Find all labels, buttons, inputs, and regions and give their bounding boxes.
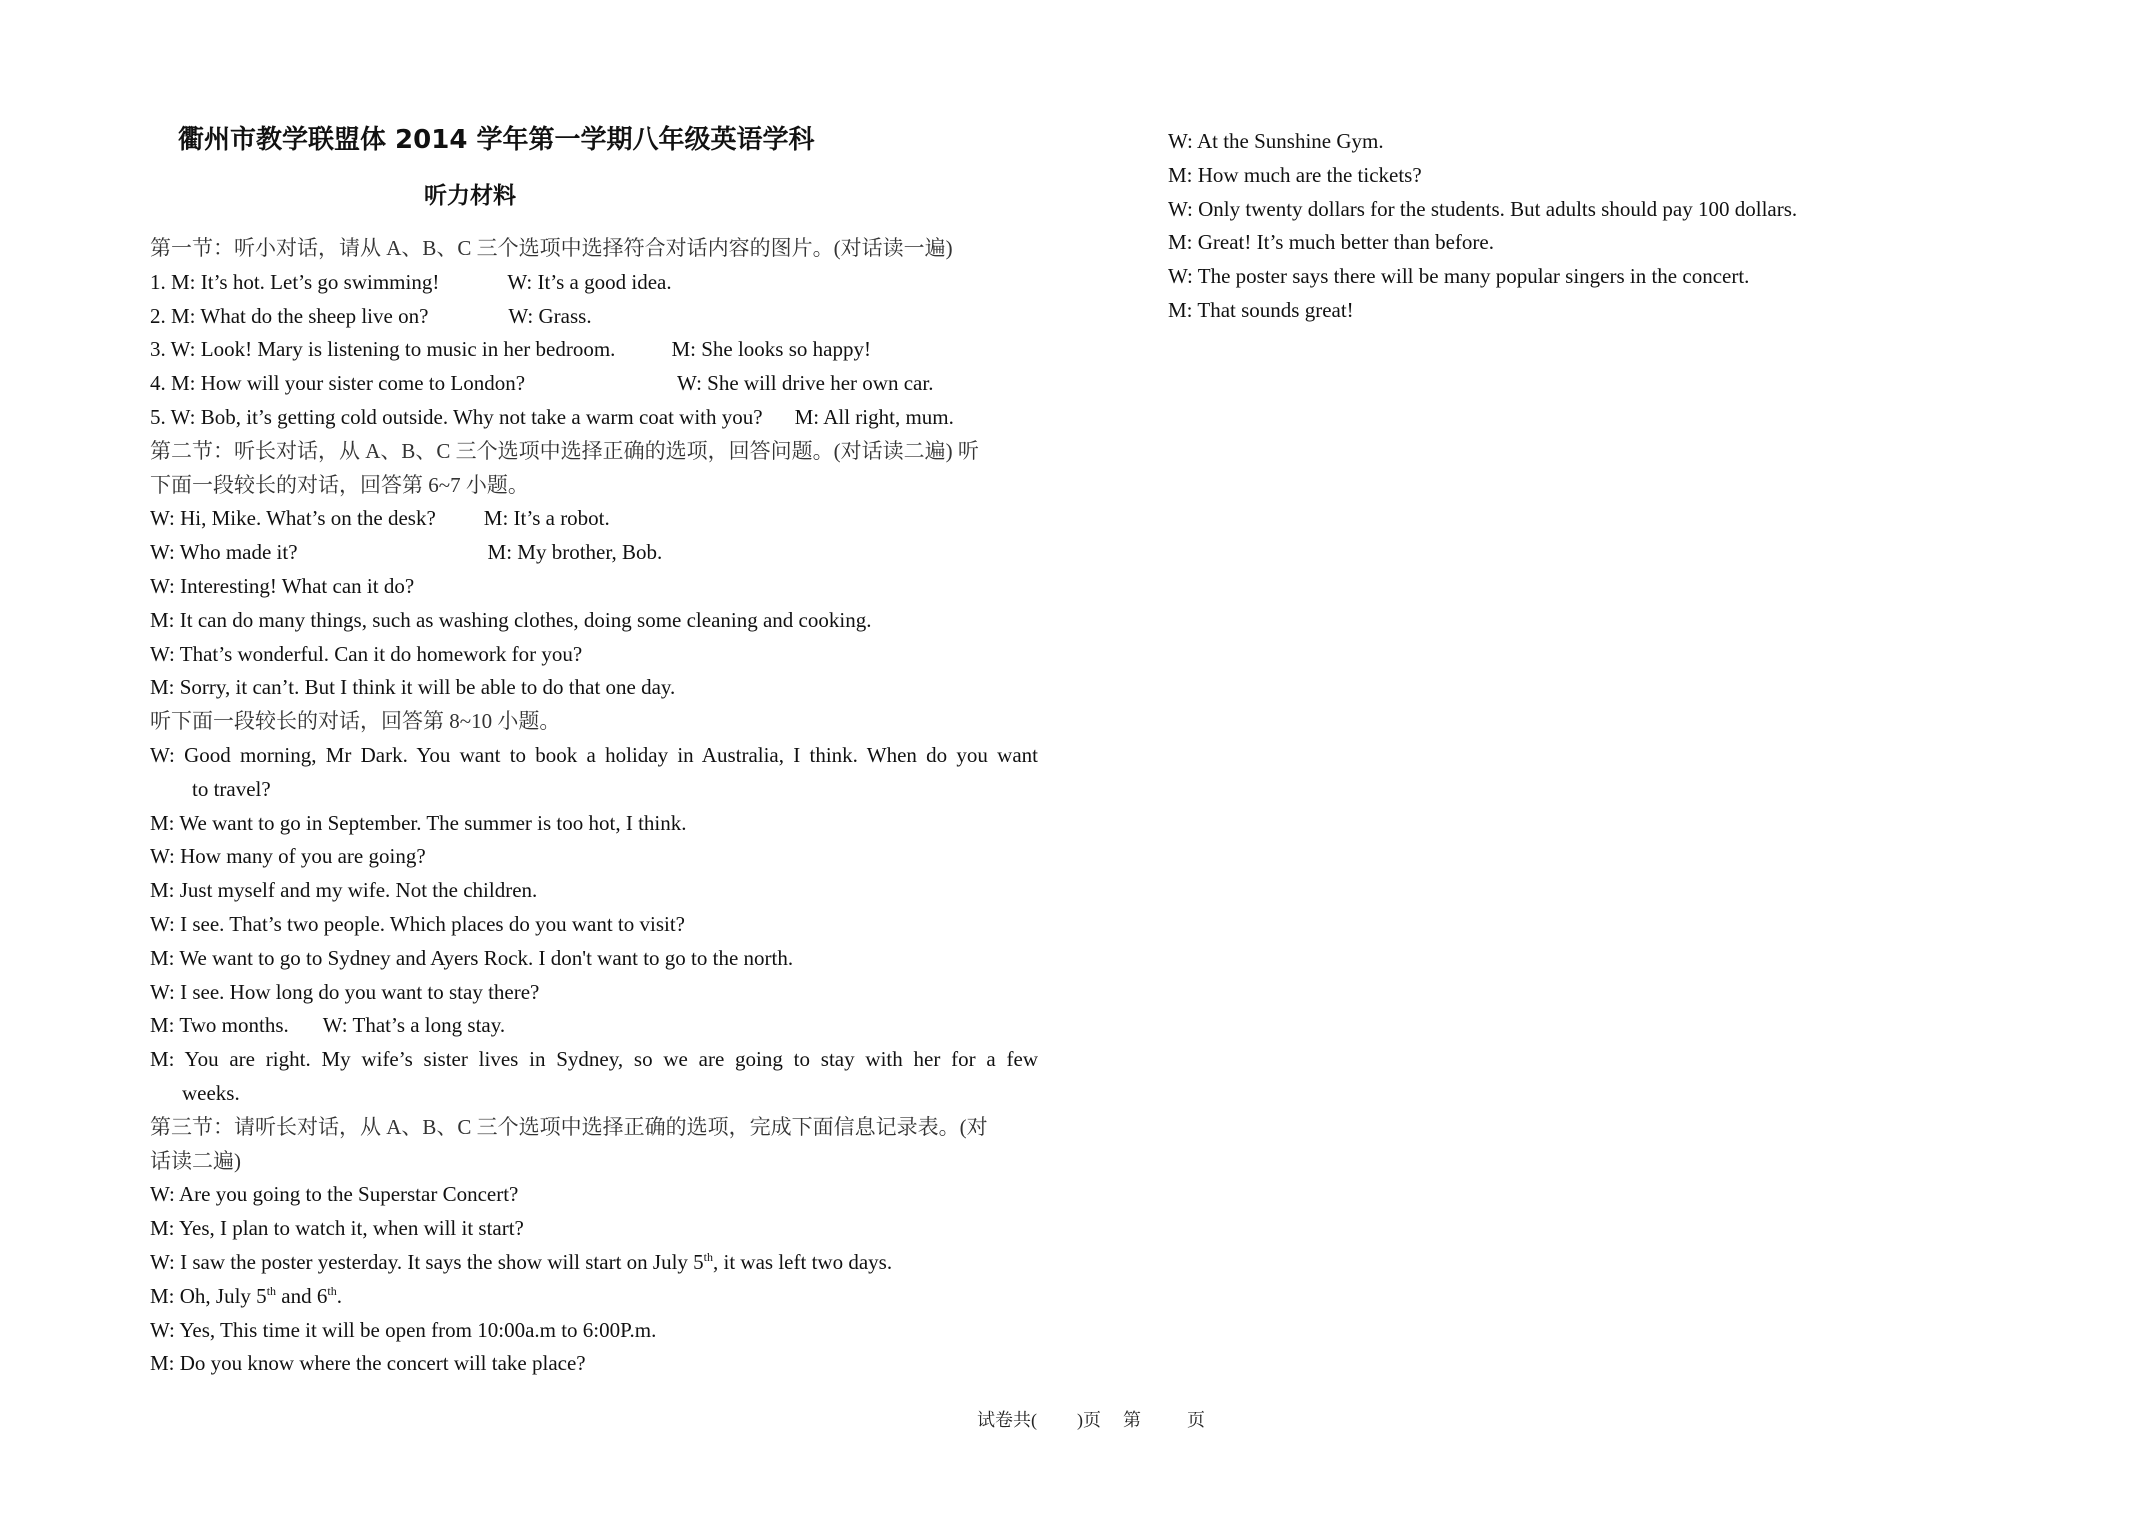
dialogue-line-continued: to travel? bbox=[192, 776, 271, 801]
dialogue-line: W: Good morning, Mr Dark. You want to book a holiday in Australia, I think. When do you want bbox=[150, 742, 1038, 767]
dialogue-line bbox=[150, 266, 1038, 300]
dialogue-line bbox=[150, 1009, 1038, 1043]
dialogue-text: and 6 bbox=[276, 1283, 328, 1308]
dialogue-reply-text: W: Grass. bbox=[508, 303, 592, 328]
dialogue-line: W: The poster says there will be many popular singers in the concert. bbox=[1168, 264, 1750, 289]
section-heading: 话读二遍) bbox=[150, 1148, 241, 1173]
dialogue-line bbox=[150, 502, 1038, 536]
dialogue-line: W: At the Sunshine Gym. bbox=[1168, 129, 1384, 153]
footer-page-suffix: 页 bbox=[1187, 1410, 1205, 1430]
dialogue-line: M: It can do many things, such as washing clothes, doing some cleaning and cooking. bbox=[150, 607, 872, 632]
dialogue-reply-text: M: She looks so happy! bbox=[671, 337, 871, 362]
dialogue-speaker-text: 4. M: How will your sister come to London? bbox=[150, 371, 526, 396]
dialogue-speaker-text: W: Hi, Mike. What’s on the desk? bbox=[150, 506, 436, 531]
page-footer bbox=[977, 1406, 1205, 1432]
section-heading: 第二节：听长对话，从 A、B、C 三个选项中选择正确的选项，回答问题。(对话读二遍) 听 bbox=[150, 438, 979, 463]
dialogue-line: M: Sorry, it can’t. But I think it will be able to do that one day. bbox=[150, 675, 676, 700]
dialogue-line bbox=[150, 401, 1038, 435]
footer-page-label: 第 bbox=[1123, 1410, 1141, 1430]
dialogue-speaker-text: 3. W: Look! Mary is listening to music in her bedroom. bbox=[150, 337, 616, 362]
dialogue-line: W: Are you going to the Superstar Concert? bbox=[150, 1182, 519, 1207]
ordinal-suffix: th bbox=[266, 1283, 277, 1298]
dialogue-text: , it was left two days. bbox=[713, 1249, 893, 1274]
dialogue-line: M: That sounds great! bbox=[1168, 297, 1354, 322]
footer-total-pages-label: 试卷共( bbox=[977, 1410, 1037, 1430]
dialogue-speaker-text: 2. M: What do the sheep live on? bbox=[150, 303, 429, 328]
dialogue-line: M: Do you know where the concert will take place? bbox=[150, 1351, 586, 1376]
dialogue-line: W: Interesting! What can it do? bbox=[150, 573, 415, 598]
dialogue-line bbox=[150, 536, 1038, 570]
section-heading: 下面一段较长的对话，回答第 6~7 小题。 bbox=[150, 472, 529, 497]
dialogue-line: W: That’s wonderful. Can it do homework for you? bbox=[150, 641, 583, 666]
dialogue-line: M: Yes, I plan to watch it, when will it start? bbox=[150, 1216, 524, 1241]
dialogue-speaker-text: W: Who made it? bbox=[150, 540, 298, 565]
dialogue-line bbox=[150, 333, 1038, 367]
dialogue-reply-text: M: My brother, Bob. bbox=[487, 540, 663, 565]
dialogue-text: . bbox=[336, 1283, 342, 1308]
ordinal-suffix: th bbox=[327, 1283, 337, 1298]
dialogue-line: M: We want to go in September. The summer is too hot, I think. bbox=[150, 810, 687, 835]
dialogue-line: M: Great! It’s much better than before. bbox=[1168, 230, 1494, 255]
dialogue-reply-text: W: It’s a good idea. bbox=[507, 269, 672, 294]
dialogue-reply-text: W: That’s a long stay. bbox=[322, 1013, 506, 1038]
dialogue-line: M: You are right. My wife’s sister lives in Sydney, so we are going to stay with her for a few bbox=[150, 1047, 1038, 1072]
page-title: 衢州市教学联盟体 2014 学年第一学期八年级英语学科 bbox=[178, 125, 815, 155]
dialogue-reply-text: W: She will drive her own car. bbox=[677, 371, 934, 396]
dialogue-line bbox=[150, 300, 1038, 334]
dialogue-speaker-text: 1. M: It’s hot. Let’s go swimming! bbox=[150, 269, 440, 294]
dialogue-text: W: I saw the poster yesterday. It says the show will start on July 5 bbox=[150, 1249, 704, 1274]
dialogue-reply-text: M: It’s a robot. bbox=[483, 506, 610, 531]
dialogue-speaker-text: M: Two months. bbox=[150, 1013, 289, 1038]
dialogue-line-continued: weeks. bbox=[182, 1080, 240, 1105]
dialogue-reply-text: M: All right, mum. bbox=[794, 404, 954, 429]
dialogue-speaker-text: 5. W: Bob, it’s getting cold outside. Why not take a warm coat with you? bbox=[150, 404, 763, 429]
dialogue-line bbox=[150, 367, 1038, 401]
dialogue-line bbox=[150, 1246, 1038, 1280]
ordinal-suffix: th bbox=[703, 1249, 714, 1264]
section-heading: 听下面一段较长的对话，回答第 8~10 小题。 bbox=[150, 709, 561, 734]
dialogue-line: M: Just myself and my wife. Not the children. bbox=[150, 878, 538, 903]
section-heading: 第三节：请听长对话，从 A、B、C 三个选项中选择正确的选项，完成下面信息记录表。(对 bbox=[150, 1114, 988, 1139]
dialogue-line: M: How much are the tickets? bbox=[1168, 162, 1422, 187]
right-transcript bbox=[1168, 125, 2056, 328]
dialogue-line: W: Only twenty dollars for the students. But adults should pay 100 dollars. bbox=[1168, 196, 1798, 221]
dialogue-line: W: I see. That’s two people. Which places do you want to visit? bbox=[150, 911, 685, 936]
dialogue-line: M: We want to go to Sydney and Ayers Rock. I don't want to go to the north. bbox=[150, 945, 794, 970]
footer-pages-suffix: )页 bbox=[1077, 1410, 1101, 1430]
dialogue-text: M: Oh, July 5 bbox=[150, 1283, 267, 1308]
dialogue-line bbox=[150, 1280, 1038, 1314]
section-heading: 第一节：听小对话，请从 A、B、C 三个选项中选择符合对话内容的图片。(对话读一遍) bbox=[150, 236, 953, 260]
dialogue-line: W: I see. How long do you want to stay there? bbox=[150, 979, 540, 1004]
dialogue-line: W: Yes, This time it will be open from 10:00a.m to 6:00P.m. bbox=[150, 1317, 657, 1342]
page-subtitle: 听力材料 bbox=[424, 183, 516, 209]
dialogue-line: W: How many of you are going? bbox=[150, 844, 426, 869]
left-transcript bbox=[150, 232, 1038, 1381]
